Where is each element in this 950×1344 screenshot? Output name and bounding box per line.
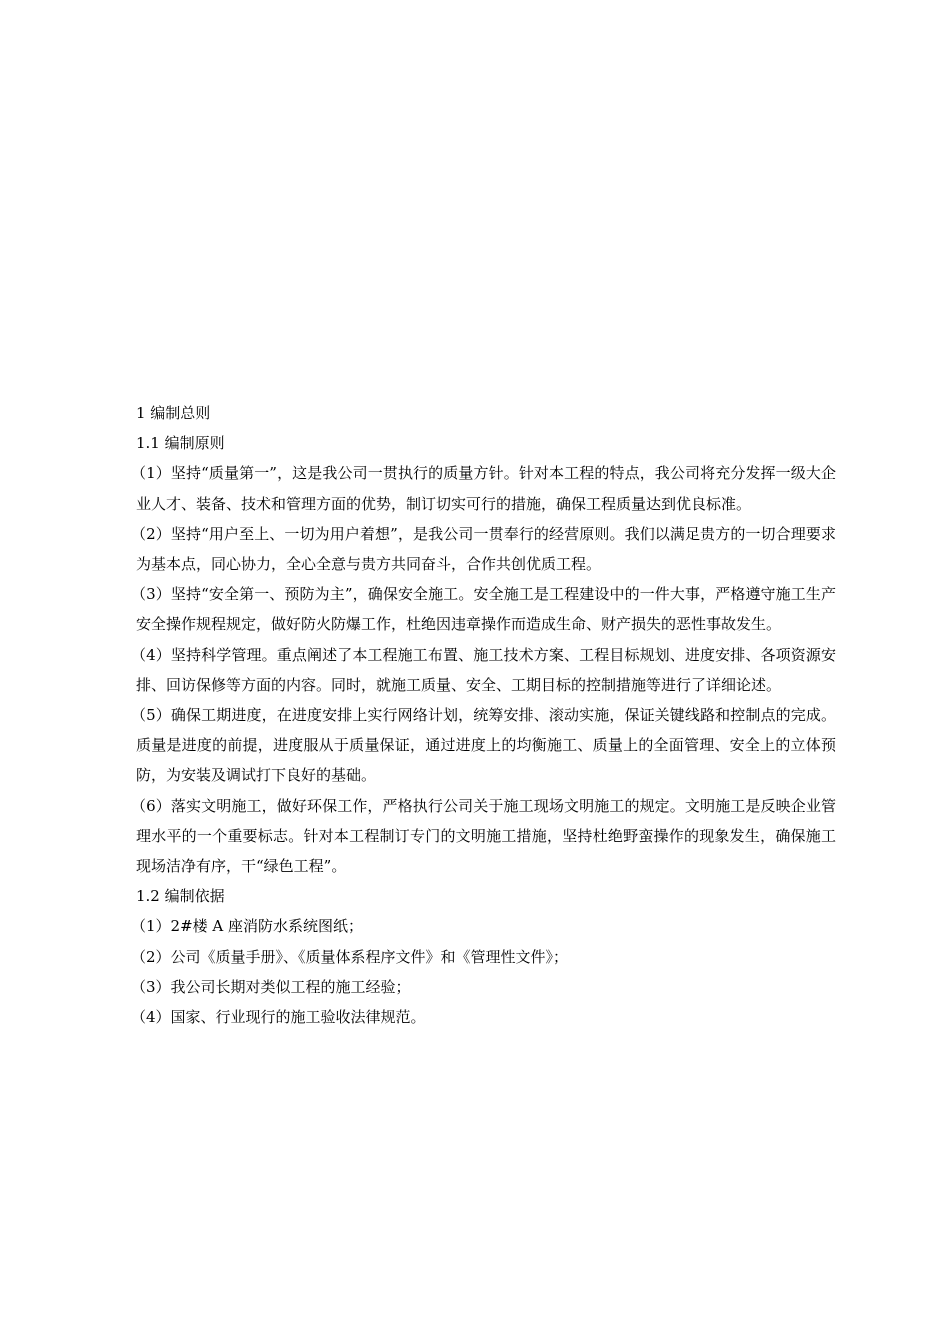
- section-heading-1-2: 1.2 编制依据: [136, 887, 225, 906]
- basis-item-2: （2）公司《质量手册》、《质量体系程序文件》和《管理性文件》；: [131, 947, 569, 966]
- principle-paragraph-2: （2）坚持“用户至上、一切为用户着想”，是我公司一贯奉行的经营原则。我们以满足贵方的一切合理要求为基本点，同心协力，全心全意与贵方共同奋斗，合作共创优质工程。: [131, 524, 836, 574]
- basis-item-1: （1）2#楼 A 座消防水系统图纸；: [131, 917, 364, 936]
- principle-paragraph-3: （3）坚持“安全第一、预防为主”，确保安全施工。安全施工是工程建设中的一件大事，严格遵守施工生产安全操作规程规定，做好防火防爆工作，杜绝因违章操作而造成生命、财产损失的恶性事故发生。: [131, 585, 836, 634]
- principle-paragraph-6: （6）落实文明施工，做好环保工作，严格执行公司关于施工现场文明施工的规定。文明施工是反映企业管理水平的一个重要标志。针对本工程制订专门的文明施工措施，坚持杜绝野蛮操作的现象发生，确保施工现场洁净有序，干“绿色工程”。: [131, 796, 836, 876]
- principle-paragraph-4: （4）坚持科学管理。重点阐述了本工程施工布置、施工技术方案、工程目标规划、进度安排、各项资源安排、回访保修等方面的内容。同时，就施工质量、安全、工期目标的控制措施等进行了详细论述。: [131, 645, 836, 694]
- principle-paragraph-5: （5）确保工期进度，在进度安排上实行网络计划，统筹安排、滚动实施，保证关键线路和控制点的完成。质量是进度的前提，进度服从于质量保证，通过进度上的均衡施工、质量上的全面管理、安全上的立体预防，为安装及调试打下良好的基础。: [131, 706, 836, 785]
- section-heading-1: 1 编制总则: [136, 404, 211, 422]
- basis-item-4: （4）国家、行业现行的施工验收法律规范。: [131, 1008, 426, 1027]
- document-body: [131, 398, 836, 1032]
- basis-item-3: （3）我公司长期对类似工程的施工经验；: [131, 977, 411, 996]
- principle-paragraph-1: （1）坚持“质量第一”，这是我公司一贯执行的质量方针。针对本工程的特点，我公司将充分发挥一级大企业人才、装备、技术和管理方面的优势，制订切实可行的措施，确保工程质量达到优良标准。: [131, 464, 836, 513]
- section-heading-1-1: 1.1 编制原则: [136, 434, 225, 453]
